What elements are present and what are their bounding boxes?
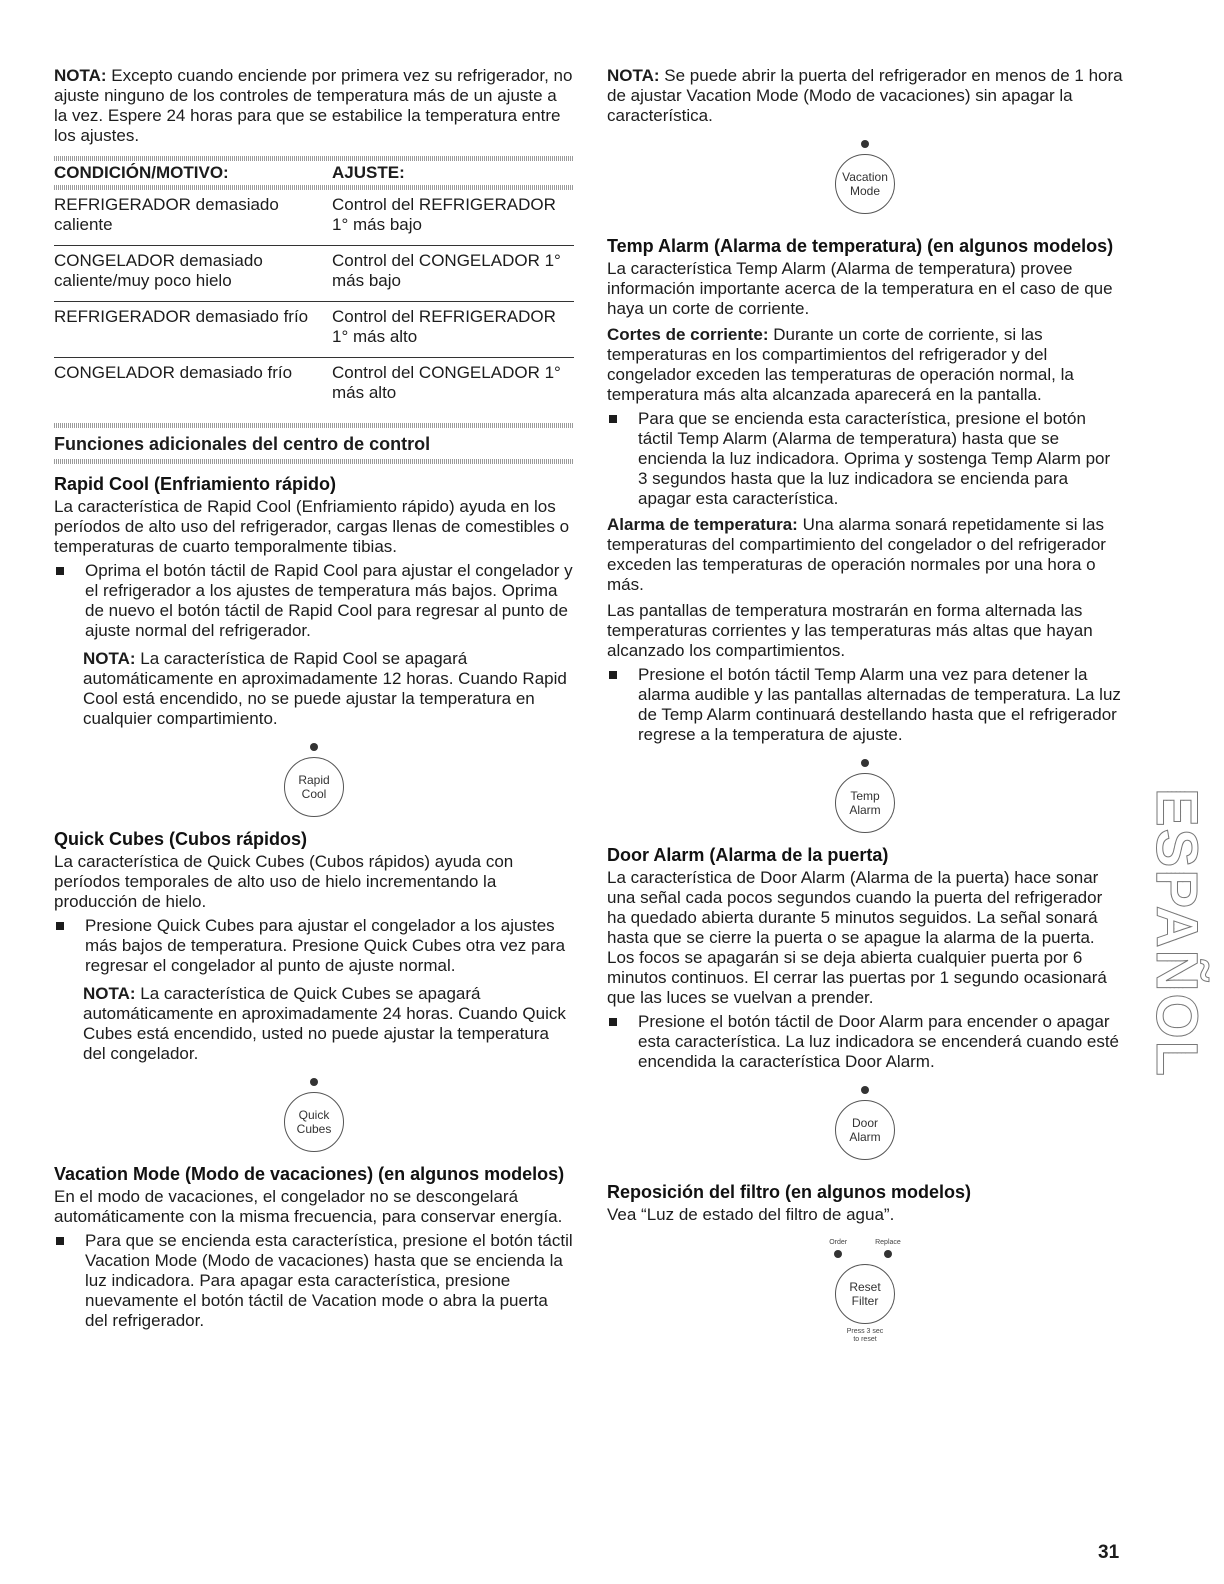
rapid-cool-button[interactable] bbox=[284, 757, 344, 817]
rapid-cool-note bbox=[83, 649, 574, 729]
filter-reset-text: Vea “Luz de estado del filtro de agua”. bbox=[607, 1205, 895, 1224]
indicator-light-icon bbox=[310, 743, 318, 751]
setting-cell: Control del CONGELADOR 1° más bajo bbox=[332, 246, 574, 302]
rapid-cool-heading: Rapid Cool (Enfriamiento rápido) bbox=[54, 474, 336, 494]
bullet-icon bbox=[609, 671, 617, 679]
rapid-cool-intro: La característica de Rapid Cool (Enfriamiento rápido) ayuda en los períodos de alto uso del refrigerador, cargas llenas de comestibles o temperaturas de cuarto temporalmente tibias. bbox=[54, 497, 570, 556]
header-condition: CONDICIÓN/MOTIVO: bbox=[54, 163, 229, 182]
quick-cubes-button-illustration bbox=[54, 1078, 574, 1152]
bullet-icon bbox=[56, 922, 64, 930]
note-text: La característica de Quick Cubes se apagará automáticamente en aproximadamente 24 horas. Cuando Quick Cubes está encendido, usted no puede ajustar la temperatura del congelador. bbox=[83, 984, 566, 1063]
list-item bbox=[607, 1012, 1123, 1072]
section-title: Funciones adicionales del centro de control bbox=[54, 434, 431, 454]
table-row bbox=[54, 302, 574, 358]
button-label-line1: Temp bbox=[850, 789, 880, 803]
settings-table bbox=[54, 161, 574, 413]
indicator-light-icon bbox=[884, 1250, 892, 1258]
button-label-line2: Mode bbox=[849, 184, 881, 198]
temperature-displays-paragraph: Las pantallas de temperatura mostrarán en forma alternada las temperaturas corrientes y las temperaturas más altas que hayan alcanzado los compartimientos. bbox=[607, 601, 1093, 660]
vacation-mode-button[interactable] bbox=[835, 154, 895, 214]
condition-cell: CONGELADOR demasiado frío bbox=[54, 363, 293, 382]
replace-label: Replace bbox=[875, 1239, 901, 1246]
filter-reset-heading: Reposición del filtro (en algunos modelos) bbox=[607, 1182, 972, 1202]
left-column bbox=[54, 66, 574, 1331]
reset-filter-button[interactable] bbox=[835, 1264, 895, 1324]
page-number: 31 bbox=[1098, 1542, 1120, 1563]
button-label-line1: Reset bbox=[849, 1280, 881, 1294]
note-text: Se puede abrir la puerta del refrigerador en menos de 1 hora de ajustar Vacation Mode (Modo de vacaciones) sin apagar la característica. bbox=[607, 66, 1123, 125]
list-item bbox=[54, 916, 574, 976]
quick-cubes-heading: Quick Cubes (Cubos rápidos) bbox=[54, 829, 308, 849]
right-column bbox=[607, 66, 1123, 1356]
table-row bbox=[54, 358, 574, 414]
filter-status-lights bbox=[829, 1239, 901, 1264]
quick-cubes-intro: La característica de Quick Cubes (Cubos rápidos) ayuda con períodos temporales de alto uso de hielo incrementando la producción de hielo. bbox=[54, 852, 514, 911]
condition-cell: REFRIGERADOR demasiado caliente bbox=[54, 190, 332, 246]
button-label-line2: Filter bbox=[851, 1294, 879, 1308]
language-label: ESPAÑOL bbox=[1144, 787, 1210, 1079]
note-label: NOTA: bbox=[54, 66, 107, 85]
vacation-note bbox=[607, 66, 1123, 126]
button-label-line1: Quick bbox=[298, 1108, 330, 1122]
door-alarm-instruction: Presione el botón táctil de Door Alarm para encender o apagar esta característica. La luz indicadora se encenderá cuando esté encendida la característica Door Alarm. bbox=[638, 1012, 1120, 1071]
table-row bbox=[54, 246, 574, 302]
button-label-line2: Cool bbox=[301, 787, 327, 801]
replace-indicator bbox=[875, 1239, 901, 1264]
list-item bbox=[54, 561, 574, 641]
vacation-mode-intro: En el modo de vacaciones, el congelador no se descongelará automáticamente con la misma frecuencia, para conservar energía. bbox=[54, 1187, 563, 1226]
button-label-line1: Rapid bbox=[298, 773, 330, 787]
temp-alarm-button[interactable] bbox=[835, 773, 895, 833]
indicator-light-icon bbox=[310, 1078, 318, 1086]
list-item bbox=[607, 409, 1123, 509]
temp-alarm-instruction: Para que se encienda esta característica, presione el botón táctil Temp Alarm (Alarma de temperatura) hasta que se encienda la luz indicadora. Oprima y sostenga Temp Alarm por 3 segundos hasta que la luz indicadora se encienda para apagar esta característica. bbox=[638, 409, 1111, 508]
press-note-line1: Press 3 sec bbox=[846, 1328, 884, 1335]
note-temperature-adjust bbox=[54, 66, 574, 146]
quick-cubes-note bbox=[83, 984, 574, 1064]
door-alarm-button-illustration bbox=[607, 1086, 1123, 1160]
setting-cell: Control del CONGELADOR 1° más alto bbox=[332, 363, 561, 402]
setting-cell: Control del REFRIGERADOR 1° más bajo bbox=[332, 190, 574, 246]
header-setting: AJUSTE: bbox=[332, 163, 405, 182]
temp-alarm-heading: Temp Alarm (Alarma de temperatura) (en algunos modelos) bbox=[607, 236, 1114, 256]
filter-reset-button-illustration bbox=[607, 1239, 1123, 1344]
temp-alarm-intro: La característica Temp Alarm (Alarma de temperatura) provee información importante acerca de la temperatura en el caso de que haya un corte de corriente. bbox=[607, 259, 1113, 318]
button-label-line2: Alarm bbox=[849, 803, 881, 817]
bullet-icon bbox=[609, 1018, 617, 1026]
order-indicator bbox=[829, 1239, 847, 1264]
bullet-icon bbox=[56, 567, 64, 575]
rapid-cool-instruction: Oprima el botón táctil de Rapid Cool para ajustar el congelador y el refrigerador a los ajustes de temperatura más bajos. Oprima de nuevo el botón táctil de Rapid Cool para regresar al punto de ajuste normal del refrigerador. bbox=[85, 561, 573, 640]
list-item bbox=[607, 665, 1123, 745]
note-label: NOTA: bbox=[83, 649, 136, 668]
table-row bbox=[54, 190, 574, 246]
button-label-line1: Vacation bbox=[842, 170, 888, 184]
note-text: La característica de Rapid Cool se apagará automáticamente en aproximadamente 12 horas. Cuando Rapid Cool está encendido, no se puede ajustar la temperatura en cualquier compartimiento. bbox=[83, 649, 567, 728]
condition-cell: REFRIGERADOR demasiado frío bbox=[54, 302, 332, 358]
door-alarm-button[interactable] bbox=[835, 1100, 895, 1160]
button-label-line2: Alarm bbox=[849, 1130, 881, 1144]
indicator-light-icon bbox=[861, 1086, 869, 1094]
quick-cubes-button[interactable] bbox=[284, 1092, 344, 1152]
door-alarm-intro: La característica de Door Alarm (Alarma de la puerta) hace sonar una señal cada pocos segundos cuando la puerta del refrigerador ha quedado abierta durante 5 minutos seguidos. La señal sonará hasta que se cierre la puerta o se apague la alarma de la puerta. Los focos se apagarán si se deja abierta cualquier puerta por 6 minutos continuos. El cerrar las puertas por 1 segundo ocasionará que las luces se vuelvan a prender. bbox=[607, 868, 1107, 1007]
temp-alarm-button-illustration bbox=[607, 759, 1123, 833]
temperature-alarm-label: Alarma de temperatura: bbox=[607, 515, 798, 534]
temperature-alarm-text: Una alarma sonará repetidamente si las temperaturas del compartimiento del congelador o del refrigerador exceden las temperaturas de operación normales por una hora o más. bbox=[607, 515, 1106, 594]
setting-cell: Control del REFRIGERADOR 1° más alto bbox=[332, 302, 574, 358]
indicator-light-icon bbox=[861, 140, 869, 148]
power-outage-label: Cortes de corriente: bbox=[607, 325, 769, 344]
vacation-mode-button-illustration bbox=[607, 140, 1123, 214]
press-note-line2: to reset bbox=[853, 1336, 877, 1343]
button-label-line2: Cubes bbox=[296, 1122, 332, 1136]
vacation-mode-instruction: Para que se encienda esta característica, presione el botón táctil Vacation Mode (Modo de vacaciones) hasta que se encienda la luz indicadora. Para apagar esta característica, presione nuevamente el botón táctil de Vacation mode o abra la puerta del refrigerador. bbox=[85, 1231, 573, 1330]
order-label: Order bbox=[829, 1239, 848, 1246]
quick-cubes-instruction: Presione Quick Cubes para ajustar el congelador a los ajustes más bajos de temperatura. Presione Quick Cubes otra vez para regresar el congelador al punto de ajuste normal. bbox=[85, 916, 566, 975]
power-outage-text: Durante un corte de corriente, si las temperaturas en los compartimientos del refrigerador y del congelador exceden las temperaturas de operación normal, la temperatura más alta alcanzada aparecerá en la pantalla. bbox=[607, 325, 1074, 404]
door-alarm-heading: Door Alarm (Alarma de la puerta) bbox=[607, 845, 889, 865]
indicator-light-icon bbox=[861, 759, 869, 767]
note-label: NOTA: bbox=[607, 66, 660, 85]
power-outage-paragraph bbox=[607, 325, 1123, 405]
press-note bbox=[847, 1328, 884, 1344]
temp-alarm-stop-instruction: Presione el botón táctil Temp Alarm una vez para detener la alarma audible y las pantallas alternadas de temperatura. La luz de Temp Alarm continuará destellando hasta que el refrigerador regrese a la temperatura de ajuste. bbox=[638, 665, 1121, 744]
rapid-cool-button-illustration bbox=[54, 743, 574, 817]
condition-cell: CONGELADOR demasiado caliente/muy poco hielo bbox=[54, 246, 332, 302]
bullet-icon bbox=[56, 1237, 64, 1245]
temperature-alarm-paragraph bbox=[607, 515, 1123, 595]
button-label-line1: Door bbox=[851, 1116, 878, 1130]
bullet-icon bbox=[609, 415, 617, 423]
list-item bbox=[54, 1231, 574, 1331]
indicator-light-icon bbox=[834, 1250, 842, 1258]
vacation-mode-heading: Vacation Mode (Modo de vacaciones) (en algunos modelos) bbox=[54, 1164, 565, 1184]
note-text: Excepto cuando enciende por primera vez su refrigerador, no ajuste ninguno de los controles de temperatura más de un ajuste a la vez. Espere 24 horas para que se estabilice la temperatura entre los ajustes. bbox=[54, 66, 573, 145]
note-label: NOTA: bbox=[83, 984, 136, 1003]
language-side-tab bbox=[1144, 787, 1210, 1079]
